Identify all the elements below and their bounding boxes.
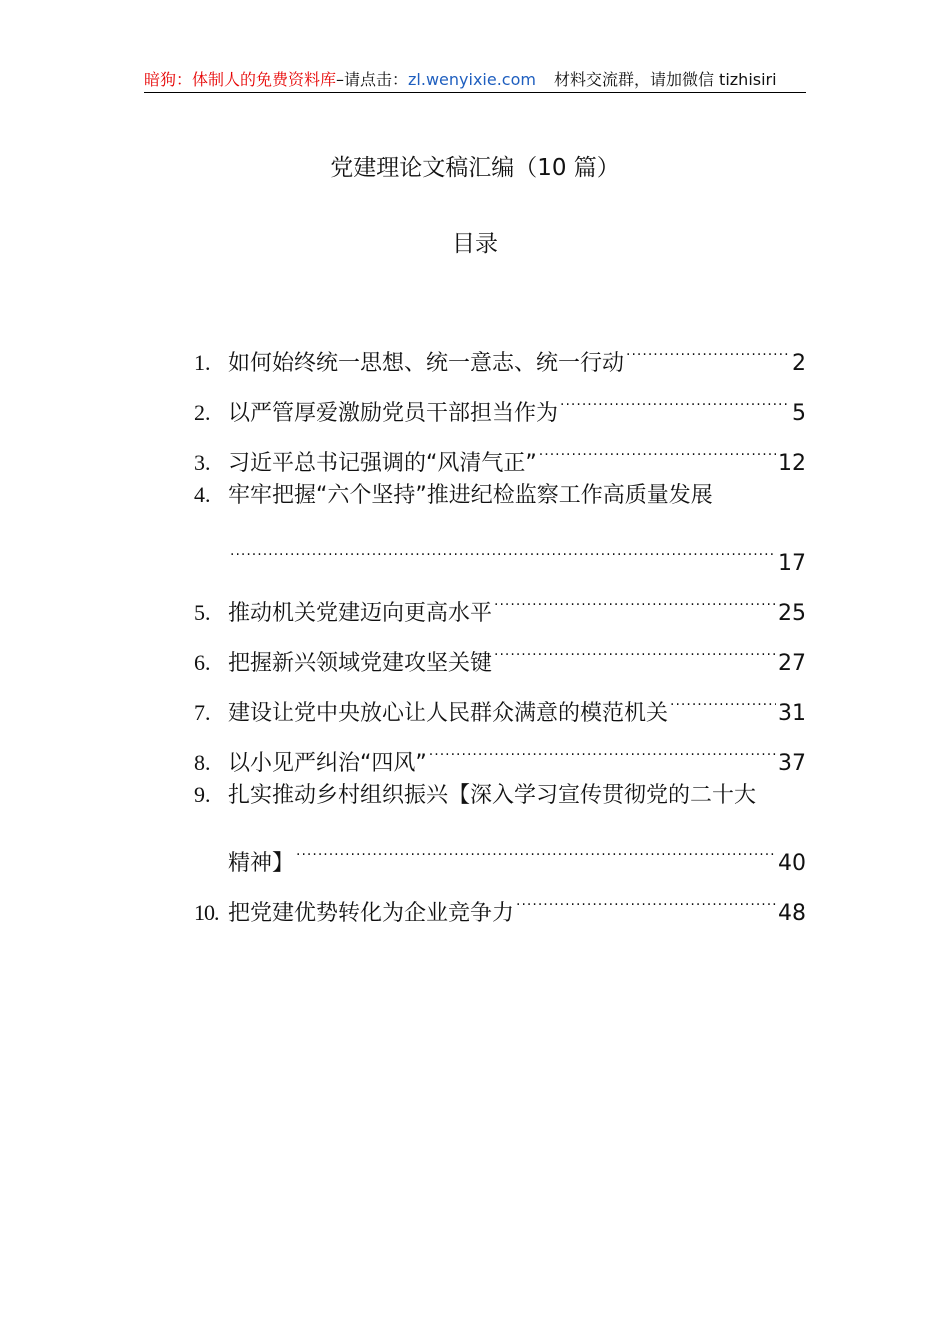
toc-entry-number: 1. — [194, 350, 211, 375]
toc-entry-page: 5 — [792, 401, 806, 426]
toc-entry[interactable] — [194, 770, 806, 820]
dot-leader — [626, 320, 790, 370]
toc-entry-page: 25 — [778, 601, 806, 626]
toc-entry-title-continued: 精神】 — [228, 851, 295, 876]
toc-entry-continuation[interactable] — [194, 820, 806, 876]
header-contact: 材料交流群，请加微信 tizhisiri — [553, 70, 777, 89]
toc-entry-number: 8. — [194, 750, 211, 775]
toc-entry-title: 把党建优势转化为企业竞争力 — [228, 901, 515, 926]
header-link[interactable]: zl.wenyixie.com — [408, 70, 536, 89]
dot-leader — [539, 420, 776, 470]
toc-entry-title: 如何始终统一思想、统一意志、统一行动 — [228, 351, 625, 376]
toc-entry-page: 12 — [778, 451, 806, 476]
dot-leader — [516, 870, 776, 920]
toc-entry-number: 3. — [194, 450, 211, 475]
dot-leader — [494, 570, 776, 620]
header-prompt: –请点击： — [336, 70, 409, 89]
toc-entry-title: 推动机关党建迈向更高水平 — [228, 601, 493, 626]
toc-entry-number: 7. — [194, 700, 211, 725]
toc-entry-page: 17 — [778, 551, 806, 576]
toc-entry-number: 10. — [194, 900, 219, 925]
page-header — [144, 68, 806, 93]
toc-entry-page: 27 — [778, 651, 806, 676]
dot-leader — [296, 820, 776, 870]
toc-entry[interactable] — [194, 570, 806, 626]
toc-entry-number: 2. — [194, 400, 211, 425]
table-of-contents — [194, 320, 806, 926]
toc-entry-continuation[interactable] — [194, 520, 806, 576]
toc-entry-title: 牢牢把握“六个坚持”推进纪检监察工作高质量发展 — [228, 483, 713, 508]
toc-heading: 目录 — [452, 231, 498, 257]
toc-entry-number: 6. — [194, 650, 211, 675]
toc-entry-number: 4. — [194, 482, 211, 507]
toc-entry[interactable] — [194, 470, 806, 520]
dot-leader — [230, 520, 776, 570]
toc-entry-title: 以小见严纠治“四风” — [228, 751, 427, 776]
toc-entry-page: 37 — [778, 751, 806, 776]
document-title: 党建理论文稿汇编（10 篇） — [330, 155, 620, 181]
dot-leader — [494, 620, 776, 670]
toc-entry-page: 2 — [792, 351, 806, 376]
toc-entry-number: 9. — [194, 782, 211, 807]
toc-entry-title: 以严管厚爱激励党员干部担当作为 — [228, 401, 559, 426]
header-site-name: 暗狗：体制人的免费资料库 — [144, 70, 337, 89]
dot-leader — [560, 370, 790, 420]
toc-entry-page: 40 — [778, 851, 806, 876]
toc-entry-title: 建设让党中央放心让人民群众满意的模范机关 — [228, 701, 669, 726]
toc-entry-page: 31 — [778, 701, 806, 726]
dot-leader — [429, 720, 776, 770]
toc-entry-title: 把握新兴领域党建攻坚关键 — [228, 651, 493, 676]
toc-entry-page: 48 — [778, 901, 806, 926]
toc-entry[interactable] — [194, 320, 806, 376]
toc-entry-number: 5. — [194, 600, 211, 625]
toc-entry-title: 扎实推动乡村组织振兴【深入学习宣传贯彻党的二十大 — [228, 783, 757, 808]
toc-entry-title: 习近平总书记强调的“风清气正” — [228, 451, 537, 476]
dot-leader — [670, 670, 776, 720]
